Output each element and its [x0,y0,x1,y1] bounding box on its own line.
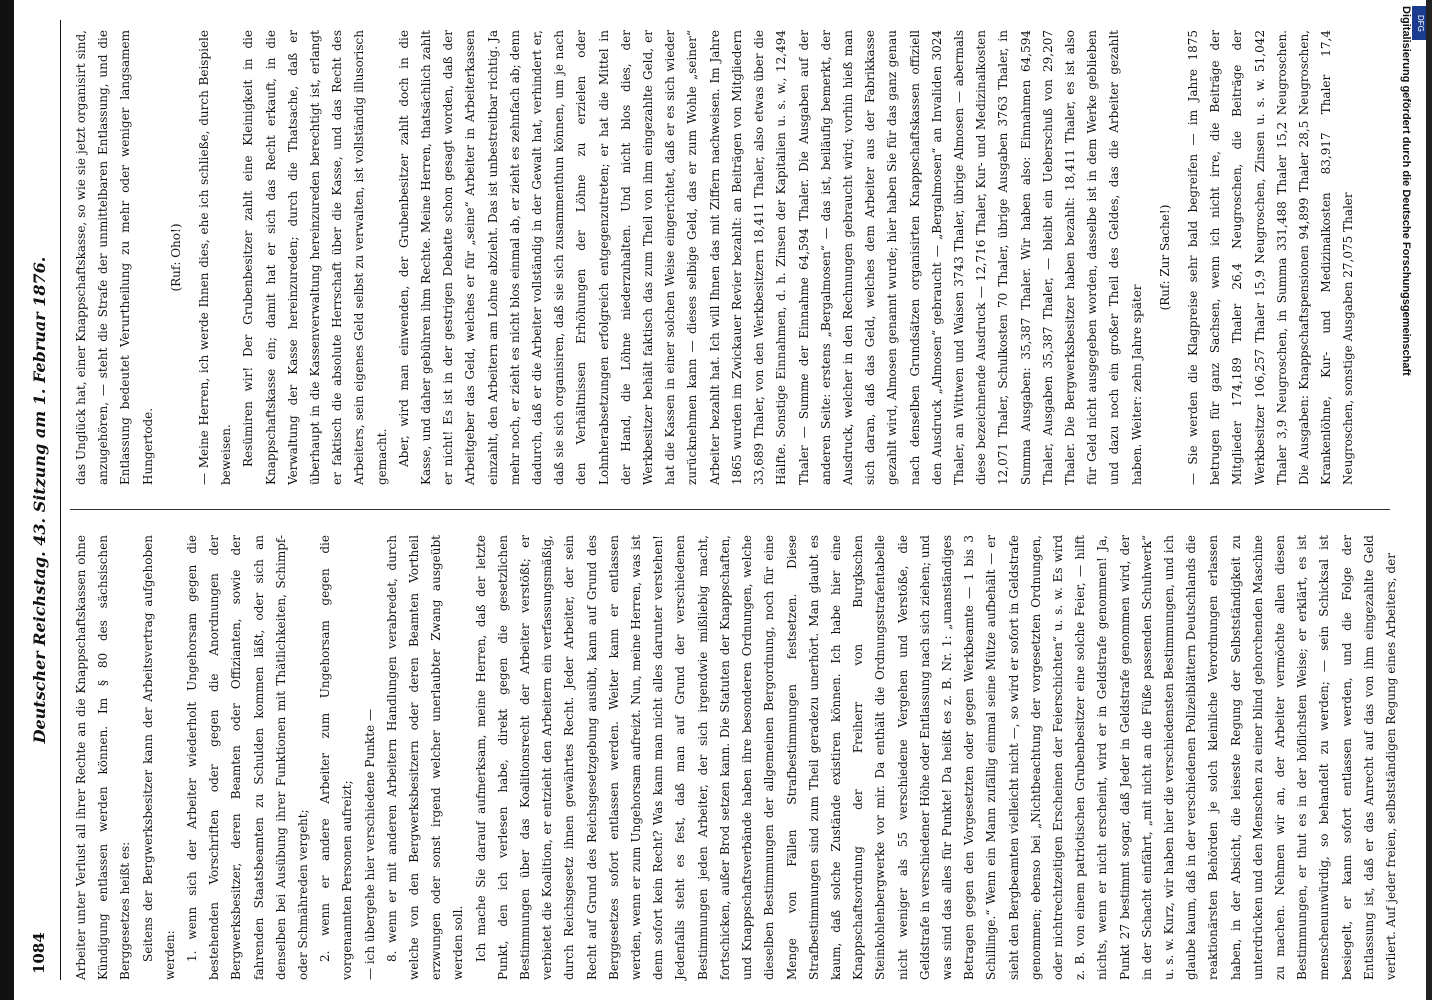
running-title: Deutscher Reichstag. 43. Sitzung am 1. Februar 1876. [30,256,49,744]
dfg-logo: DFG [1412,6,1428,40]
page-header [20,20,61,980]
digitization-note-text: Digitalisierung gefördert durch die Deutsche Forschungsgemeinschaft [1400,6,1412,376]
paragraph: — Meine Herren, ich werde Ihnen dies, ehe ich schließe, durch Beispiele beweisen. [197,30,234,485]
scan-edge-left [0,0,14,1000]
list-item: 2. wenn er andere Arbeiter zum Ungehorsam gegen die vorgenannten Personen aufreizt; [318,535,355,980]
paragraph: Aber, wird man einwenden, der Grubenbesitzer zahlt doch in die Kasse, und daher gebühren ihm Rechte. Meine Herren, thatsächlich zahlt er nicht! Es ist in der gestrigen Debatte schon gesagt worden, daß der Arbeitgeber das Geld, welches er für „seine“ Arbeiter in Arbeiterkassen einzahlt, den Arbeitern am Lohne abzieht. Das ist unbestreitbar richtig. Ja mehr noch, er zieht es nicht blos einmal ab, er zieht es zehnfach ab; denn dadurch, daß er die Arbeiter vollständig in der Gewalt hat, verhindert er, daß sie sich organisiren, daß sie sich zusammenthun können, um je nach den Verhältnissen Erhöhungen der Löhne zu erzielen oder Lohnherabsetzungen erfolgreich entgegenzutreten; er hat die Mittel in der Hand, die Löhne niederzuhalten. Und nicht blos dies, der Werkbesitzer behält faktisch das zum Theil von ihm eingezahlte Geld, er hat die Kassen in einer solchen Weise eingerichtet, daß er es sich wieder zurücknehmen kann — dieses selbige Geld, das er zum Wohle „seiner“ Arbeiter bezahlt hat. Ich will Ihnen das mit Ziffern nachweisen. Im Jahre 1865 wurden im Zwickauer Revier bezahlt: an Beiträgen von Mitgliedern 33,689 Thaler, von den Werkbesitzern 18,411 Thaler, also etwas über die Hälfte. Sonstige Einnahmen, d. h. Zinsen der Kapitalien u. s. w., 12,494 Thaler — Summe der Einnahme 64,594 Thaler. Die Ausgaben auf der anderen Seite: erstens „Bergalmosen“ — das ist, beiläufig bemerkt, der Ausdruck, welcher in den Rechnungen gebraucht wird; vorhin hieß man sich daran, daß das Geld, welches dem Arbeiter aus der Fabrikkasse gezahlt wird, Almosen genannt wurde; hier haben Sie für das ganz genau nach denselben Grundsätzen organisirten Knappschaftskassen offiziell den Ausdruck „Almosen“ gebraucht — „Bergalmosen“ an Invaliden 3024 Thaler, an Wittwen und Waisen 3743 Thaler, übrige Almosen — abermals diese bezeichnende Ausdruck — 12,716 Thaler, Kur- und Medizinalkosten 12,071 Thaler, Schulkosten 70 Thaler, übrige Ausgaben 3763 Thaler, in Summa Ausgaben: 35,387 Thaler. Wir haben also: Einnahmen 64,594 Thaler, Ausgaben 35,387 Thaler, — bleibt ein Ueberschuß von 29,207 Thaler. Die Bergwerksbesitzer haben bezahlt: 18,411 Thaler, es ist also für Geld nicht ausgegeben worden, dasselbe ist in dem Werke geblieben und dazu noch ein großer Theil des Geldes, das die Arbeiter gezahlt haben. Weiter: zehn Jahre später [396,30,1144,485]
rotated-newspaper-page [20,20,1410,980]
paragraph: Arbeiter unter Verlust all ihrer Rechte an die Knappschaftskassen ohne Kündigung entlassen werden können. Im § 80 des sächsischen Berggesetzes heißt es: [74,535,133,980]
interjection: (Ruf: Zur Sache!) [1157,204,1172,311]
paragraph: das Unglück hat, einer Knappschaftskasse, so wie sie jetzt organisirt sind, anzugehören, — steht die Strafe der unmittelbaren Entlassung, und die Entlassung bedeutet Verurtheilung zu mehr oder weniger langsamem Hungertode. [74,30,155,485]
paragraph: Resümiren wir! Der Grubenbesitzer zahlt eine Kleinigkeit in die Knappschaftskasse ein; damit hat er sich das Recht erkauft, in die Verwaltung der Kasse hereinzureden; durch die Thatsache, daß er überhaupt in die Kassenverwaltung hereinzureden berechtigt ist, erlangt er faktisch die absolute Herrschaft über die Kasse, und das Recht des Arbeiters, sein eigenes Geld selbst zu verwalten, ist vollständig illusorisch gemacht. [241,30,389,485]
paragraph: — Sie werden die Klagpreise sehr bald begreifen — im Jahre 1875 betrugen für ganz Sachsen, wenn ich nicht irre, die Beiträge der Mitglieder 174,189 Thaler 26,4 Neugroschen, die Beiträge der Werkbesitzer 106,257 Thaler 15,9 Neugroschen, Zinsen u. s. w. 51,042 Thaler 3,9 Neugroschen, in Summa 331,488 Thaler 15,2 Neugroschen. Die Ausgaben: Knappschaftspensionen 94,899 Thaler 28,5 Neugroschen, Krankenlöhne, Kur- und Medizinalkosten 83,917 Thaler 17,4 Neugroschen, sonstige Ausgaben 27,075 Thaler [1185,30,1356,485]
paragraph: Seitens der Bergwerksbesitzer kann der Arbeitsvertrag aufgehoben werden: [140,535,177,980]
left-column [70,535,1398,980]
paragraph: — ich übergehe hier verschiedene Punkte — [362,709,377,980]
right-column [70,30,1390,485]
scan-edge-right [1426,0,1432,1000]
list-item: 1. wenn sich der Arbeiter wiederholt Ungehorsam gegen die bestehenden Vorschriften oder gegen die Anordnungen der Bergwerksbesitzer, deren Beamten oder Offizianten, sowie der fahrenden Staatsbeamten zu Schulden kommen läßt, oder sich an denselben bei Ausübung ihrer Funktionen mit Thätlichkeiten, Schimpf- oder Schmähreden vergeht; [185,535,311,980]
interjection: (Ruf: Oho!) [168,223,183,292]
paragraph: Ich mache Sie darauf aufmerksam, meine Herren, daß der letzte Punkt, den ich verlesen habe, direkt gegen die gesetzlichen Bestimmungen über das Koalitionsrecht der Arbeiter verstößt; er verbietet die Koalition, er entzieht den Arbeitern ein verfassungsmäßig, durch Reichsgesetz ihnen gewährtes Recht. Jeder Arbeiter, der sein Recht auf Grund des Reichsgesetzgebung ausübt, kann auf Grund des Berggesetzes sofort entlassen werden. Weiter kann er entlassen werden, wenn er zum Ungehorsam aufreizt. Nun, meine Herren, was ist denn sofort kein Recht? Was kann man nicht alles darunter verstehen! Jedenfalls steht es fest, daß man auf Grund der verschiedenen Bestimmungen jeden Arbeiter, der sich irgendwie mißliebig macht, fortschicken, außer Brod setzen kann. Die Statuten der Knappschaften, und Knappschaftsverbände haben ihre besonderen Ordnungen, welche dieselben Bestimmungen der allgemeinen Bergordnung, noch für eine Menge von Fällen Strafbestimmungen festsetzen. Diese Strafbestimmungen sind zum Theil geradezu unerhört. Man glaubt es kaum, daß solche Zustände existiren können. Ich habe hier eine Knappschaftsordnung der Freiherr von Burgkschen Steinkohlenbergwerke vor mir. Da enthält die Ordnungsstrafentabelle nicht weniger als 55 verschiedene Vergehen und Verstöße, die Geldstrafe in verschiedener Höhe oder Entlassung nach sich ziehen; und was sind das alles für Punkte! Da heißt es z. B. Nr. 1: „unanständiges Betragen gegen den Vorgesetzten oder gegen Werkbeamte — 1 bis 3 Schillinge.“ Wenn ein Mann zufällig einmal seine Mütze aufbehält — er sieht den Bergbeamten vielleicht nicht —, so wird er sofort in Geldstrafe genommen; ebenso bei „Nichtbeachtung der vorgesetzten Ordnungen, oder nichtrechtzeitigen Erscheinen der Feierschichten“ u. s. w. Es wird z. B. von einem patriotischen Grubenbesitzer eine solche Feier, — hilft nichts, wenn er nicht erscheint, wird er in Geldstrafe genommen! Ja, Punkt 27 bestimmt sogar, daß Jeder in Geldstrafe genommen wird, der in der Schacht einfährt, „mit nicht an die Füße passenden Schuhwerk“ u. s. w. Kurz, wir haben hier die verschiedensten Bestimmungen, und ich glaube kaum, daß in der verschiedenen Polizeiblättern Deutschlands die reaktionärsten Behörden je solch kleinliche Verordnungen erlassen haben, in der Absicht, die leiseste Regung der Selbstständigkeit zu unterdrücken und den Menschen zu einer blind gehorchenden Maschine zu machen. Nehmen wir an, der Arbeiter vermöchte allen diesen Bestimmungen, er thut es in der höflichsten Weise; er erklärt, es ist menschenunwürdig, so behandelt zu werden; — sein Schicksal ist besiegelt, er kann sofort entlassen werden, und die Folge der Entlassung ist, daß er das Anrecht auf das von ihm eingezahlte Geld verliert. Auf jeder freien, selbstständigen Regung eines Arbeiters, der [473,535,1398,980]
digitization-note [1388,6,1424,996]
column-divider [70,509,1390,510]
list-item: 8. wenn er mit anderen Arbeitern Handlungen verabredet, durch welche von den Bergwerksbesitzern oder deren Beamten Vortheil erzwungen oder sonst irgend welcher unerlaubter Zwang ausgeübt werden soll. [384,535,466,980]
page-number: 1084 [30,932,48,974]
